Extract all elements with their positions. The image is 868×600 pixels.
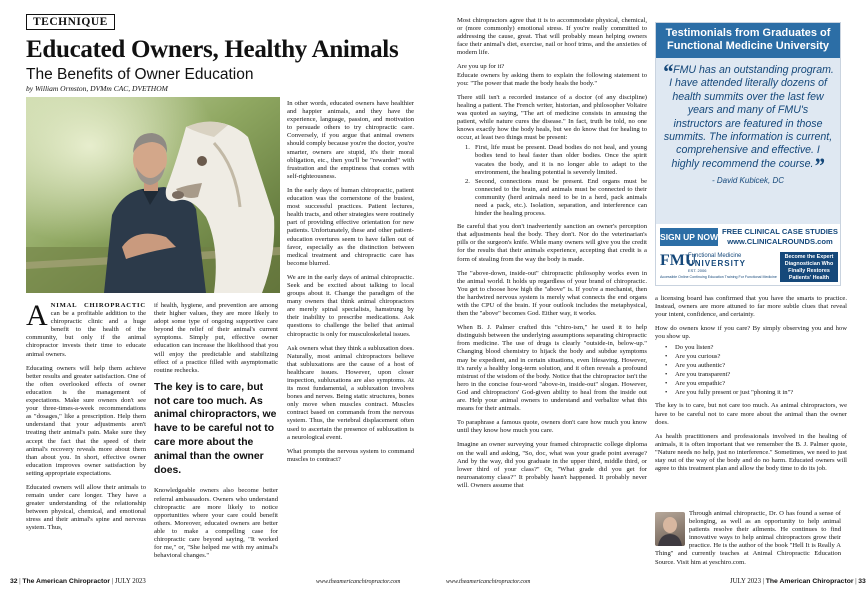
paragraph: What prompts the nervous system to command muscles to contract? xyxy=(287,447,414,463)
bio-text: Through animal chiropractic, Dr. O has found a sense of belonging, as well as an opportunity to help animal patients resolve their ailments. He continues to find innovative ways to help animal chiropractors grow their practice. He is the author of the book "Hell It is Really A Thing" and currently teaches at Animal Chiropractic Education Source. Visit him at yeschiro.com. xyxy=(655,510,841,566)
paragraph-text: can be a profitable addition to the chiropractic clinic and a huge benefit to the health of the community, but only if the animal chiropractor invests their time to educate animal owners. xyxy=(26,310,146,358)
fmu-advertisement[interactable] xyxy=(655,22,841,286)
issue-date: JULY 2023 xyxy=(730,578,761,585)
lead-in: NIMAL CHIROPRACTIC xyxy=(50,302,146,309)
paragraph: Are you up for it? xyxy=(457,63,505,71)
pull-quote: The key is to care, but not care too much. As animal chiropractors, we have to be careful not to care more about the animal than the owner does. xyxy=(154,381,277,476)
paragraph: How do owners know if you care? By simply observing you and how you show up. xyxy=(655,325,847,341)
man-with-horse-illustration xyxy=(26,97,280,293)
right-footer-url xyxy=(446,578,530,585)
hero-photo xyxy=(26,97,280,293)
logo-name-line1: Functional Medicine xyxy=(688,253,742,259)
ad-testimonial xyxy=(656,58,840,224)
testimonial-quote xyxy=(662,59,834,178)
numbered-list xyxy=(465,144,647,218)
list-item xyxy=(465,178,647,218)
author-portrait-icon xyxy=(655,512,685,546)
paragraph: if health, hygiene, and prevention are among their higher values, they are more likely to adopt some type of ongoing supportive care beyond the relief of their animal's current symptoms. Simply put, effective owner education can increase the likelihood that you will enjoy the predictable and stabilizing effect of a practice filled with asymptomatic routine rechecks. xyxy=(154,302,278,374)
list-item: • Are you empathic? xyxy=(665,379,847,388)
right-column-2 xyxy=(655,295,847,479)
magazine-name: The American Chiropractor xyxy=(765,578,854,585)
left-column-2 xyxy=(154,302,278,566)
right-column-1 xyxy=(457,17,647,496)
list-item: • Do you listen? xyxy=(665,343,847,352)
paragraph: Educating owners will help them achieve better results and greater satisfaction. One of the often overlooked effects of owner education is the management of expectations. Make sure owners don't see your three-times-a-week recommendations as "dosages," like a prescription. Help them understand that your adjustments aren't treating their animal's pain. Make sure they accept the fact that the speed of their animal's recovery reveals more about them than about you. In short, effective owner education improves owner satisfaction by setting appropriate expectations. xyxy=(26,364,146,477)
list-item: • Are you transparent? xyxy=(665,370,847,379)
paragraph: Ask owners what they think a subluxation does. Naturally, most animal chiropractors believe that subluxations are the cause of a host of healthcare issues. However, upon closer inspection, subluxations are also symptoms. At its most fundamental, a subluxation involves bones and nerves. Being static structures, bones only move when muscles contract. Muscles contract based on commands from the nervous system. Thus, the vertebral displacement often used to ascertain the presence of subluxation is a neurological event. xyxy=(287,344,414,441)
list-number: 1. xyxy=(465,144,470,152)
author-bio xyxy=(655,510,841,567)
list-item xyxy=(465,144,647,176)
article-title: Educated Owners, Healthy Animals xyxy=(26,36,399,63)
fmu-logo xyxy=(660,250,780,284)
paragraph: Educated owners will allow their animals to remain under care longer. They have a greater understanding of the relationship between physical, chemical, and emotional stress and their animal's spine and nervous system. Thus, xyxy=(26,483,146,532)
right-footer: JULY 2023 | The American Chiropractor | 33 xyxy=(730,578,866,585)
issue-date: JULY 2023 xyxy=(114,578,146,585)
left-footer-url xyxy=(316,578,400,585)
paragraph: We are in the early days of animal chiropractic. Seek and be excited about talking to local groups about it. Change the paradigm of the many owners that think animal chiropractors are merely spinal specialists, hamstrung by their inability to prescribe medications. Ask questions to challenge the belief that animal chiropractic is only for musculoskeletal issues. xyxy=(287,273,414,338)
byline: by William Ormston, DVMm CAC, DVETHOM xyxy=(26,84,168,93)
paragraph: Imagine an owner surveying your framed chiropractic college diploma on the wall and asking, "So, doc, what was your grade point average? And by the way, did you graduate in the upper third, middle third, or lower third of your class?" Or, "What grade did you get for neuroanatomy class?" It probably hasn't happened. It probably never will. Owners assume that xyxy=(457,441,647,489)
left-column-1 xyxy=(26,299,146,539)
website-link[interactable]: www.theamericanchiropractor.com xyxy=(446,579,531,585)
page-number: 33 xyxy=(858,578,866,585)
magazine-name: The American Chiropractor xyxy=(22,578,111,585)
paragraph: a licensing board has confirmed that you have the smarts to practice. Instead, owners are more attuned to far more subtle clues that reveal your intent, confidence, and certainty. xyxy=(655,295,847,319)
paragraph: In the early days of human chiropractic, patient education was the cornerstone of the busiest, most successful practices. Patient lectures, health tracts, and other strategies were routinely part of providing effective orientation for new patients. Unfortunately, these and other patient-education overtures seem to have fallen out of favor, especially as the distinction between medical treatment and chiropractic care has become blurred. xyxy=(287,186,414,267)
paragraph: Most chiropractors agree that it is to accommodate physical, chemical, or (more commonly) emotional stress. If you're really committed to addressing the cause, great. That will probably mean helping owners face their animal's diet, exercise, nail or hoof trims, and the anxieties of modern life. xyxy=(457,17,647,57)
quote-text: FMU has an outstanding program. I have attended literally dozens of health summits over the last few years and many of FMU's instructors are featured in those summits. The information is current, comprehensive and effective. I highly recommend the course. xyxy=(663,64,834,170)
paragraph: The "above-down, inside-out" chiropractic philosophy works even in the animal world. It holds up regardless of your brand of chiropractic. You get to choose how high the "above" is. If you're a mechanist, then the hardwired nervous system is merely what connects the end organs with the CPU of the brain. If your outlook includes the metaphysical, then the "above" becomes God. Either way, it works. xyxy=(457,269,647,318)
article-subtitle: The Benefits of Owner Education xyxy=(26,66,254,83)
drop-cap: A xyxy=(26,299,48,332)
paragraph: Knowledgeable owners also become better referral ambassadors. Owners who understand chiropractic are more likely to notice opportunities where your care could benefit others. Moreover, educated owners are better able to make a compelling case for chiropractic care beyond saying, "It worked for me," or, "She helped me with my animal's behavioral changes." xyxy=(154,487,278,560)
paragraph: Educate owners by asking them to explain the following statement to you: "The power that made the body heals the body." xyxy=(457,71,647,87)
logo-est: EST. 2006 xyxy=(688,268,707,273)
close-quote-icon: ” xyxy=(813,152,825,178)
expert-badge: Become the Expert Diagnostician Who Finally Restores Patients' Health xyxy=(780,252,838,282)
website-link[interactable]: www.theamericanchiropractor.com xyxy=(316,579,401,585)
clinical-rounds-promo[interactable] xyxy=(720,227,840,246)
testimonial-author: - David Kubicek, DC xyxy=(711,176,785,186)
logo-mark: FMU xyxy=(660,252,697,269)
paragraph: Be careful that you don't inadvertently sanction an owner's perception that adjustments heal the body. They don't. Nor do the veterinarian's pills or the surgeon's knife. While many owners will give you the credit for the results that their animals experience, accepting that credit is a form of stealing from the way the body is made. xyxy=(457,223,647,263)
logo-name-line2: UNIVERSITY xyxy=(688,259,747,268)
list-item: • Are you fully present or just "phoning it in"? xyxy=(665,388,847,397)
paragraph: There still isn't a recorded instance of a doctor (of any discipline) healing a patient. The French writer, historian, and philosopher Voltaire was quoted as saying, "The art of medicine consists in amusing the patient, while nature cures the disease." In fact, truth be told, no one knows exactly how the body heals, but we do know that for healing to occur, at least two things must be present: xyxy=(457,93,647,142)
list-item: • Are you authentic? xyxy=(665,361,847,370)
section-tag: TECHNIQUE xyxy=(26,14,115,30)
paragraph: The key is to care, but not care too much. As animal chiropractors, we have to be careful not to care more about the animal than the owner does. xyxy=(655,402,847,426)
left-footer: 32 | The American Chiropractor | JULY 2023 xyxy=(10,578,146,585)
left-column-3 xyxy=(287,100,414,470)
paragraph: As health practitioners and professionals involved in the healing of animals, it is often important that we remember the B. J. Palmer quote, "Nature needs no help, just no interference." Sometimes, we need to just stay out of the way of the body and do no harm. Educated owners will agree to this treatment plan and allow the body time to do its job. xyxy=(655,432,847,473)
paragraph: When B. J. Palmer crafted this "chiro-ism," he used it to help distinguish between the underlying assumptions separating chiropractic from medicine. The use of drugs is clearly "outside-in, below-up." Changing blood chemistry to hijack the body and subdue symptoms may be expedient, and in certain situations, even lifesaving. However, it's rarely a healthy long-term solution, and it often reveals a profound mistrust of the wisdom of the body. Notice that the chiropractor isn't the hero in the concise four-word "above-in, inside-out" slogan. However, God and chiropractors' God-given ability to heal from the inside out are. Help your animal owners to understand and verbalize what this means for their animals. xyxy=(457,324,647,413)
list-text: First, life must be present. Dead bodies do not heal, and young bodies tend to heal faster than older bodies. Once the spirit vacates the body, and it is no longer able to adapt to the environment, the healing potential is severely limited. xyxy=(475,144,647,176)
open-quote-icon: “ xyxy=(662,59,674,84)
clinical-url[interactable]: www.CLINICALROUNDS.com xyxy=(727,236,833,246)
list-text: Second, connections must be present. End organs must be connected to the brain, and animals must be connected to their community (herd animals need to be in a herd, pack animals need a pack, etc.). Isolation, separation, and interference can hinder the healing process. xyxy=(475,177,647,218)
author-photo xyxy=(655,512,685,546)
list-number: 2. xyxy=(465,177,470,185)
logo-tagline: Accessible Online Continuing Education Training For Functional Medicine xyxy=(660,275,777,279)
paragraph xyxy=(26,299,146,359)
paragraph: In other words, educated owners have healthier and happier animals, and they have the experience, language, passion, and motivation to persuade others to try chiropractic care. Conversely, if you argue that animal owners should comply because you're the doctor, you're smarter, owners are stupid, it's their moral obligation, etc., then you'll be "rewarded" with frustration and the emptiness that comes with self-righteousness. xyxy=(287,100,414,180)
list-item: • Are you curious? xyxy=(665,352,847,361)
ad-headline: Testimonials from Graduates of Functional Medicine University xyxy=(656,23,840,58)
clinical-line-1: FREE CLINICAL CASE STUDIES xyxy=(722,227,838,236)
page-number: 32 xyxy=(10,578,18,585)
bullet-list xyxy=(665,343,847,397)
sign-up-button[interactable]: SIGN UP NOW xyxy=(660,228,718,246)
paragraph: To paraphrase a famous quote, owners don't care how much you know until they know how much you care. xyxy=(457,419,647,435)
